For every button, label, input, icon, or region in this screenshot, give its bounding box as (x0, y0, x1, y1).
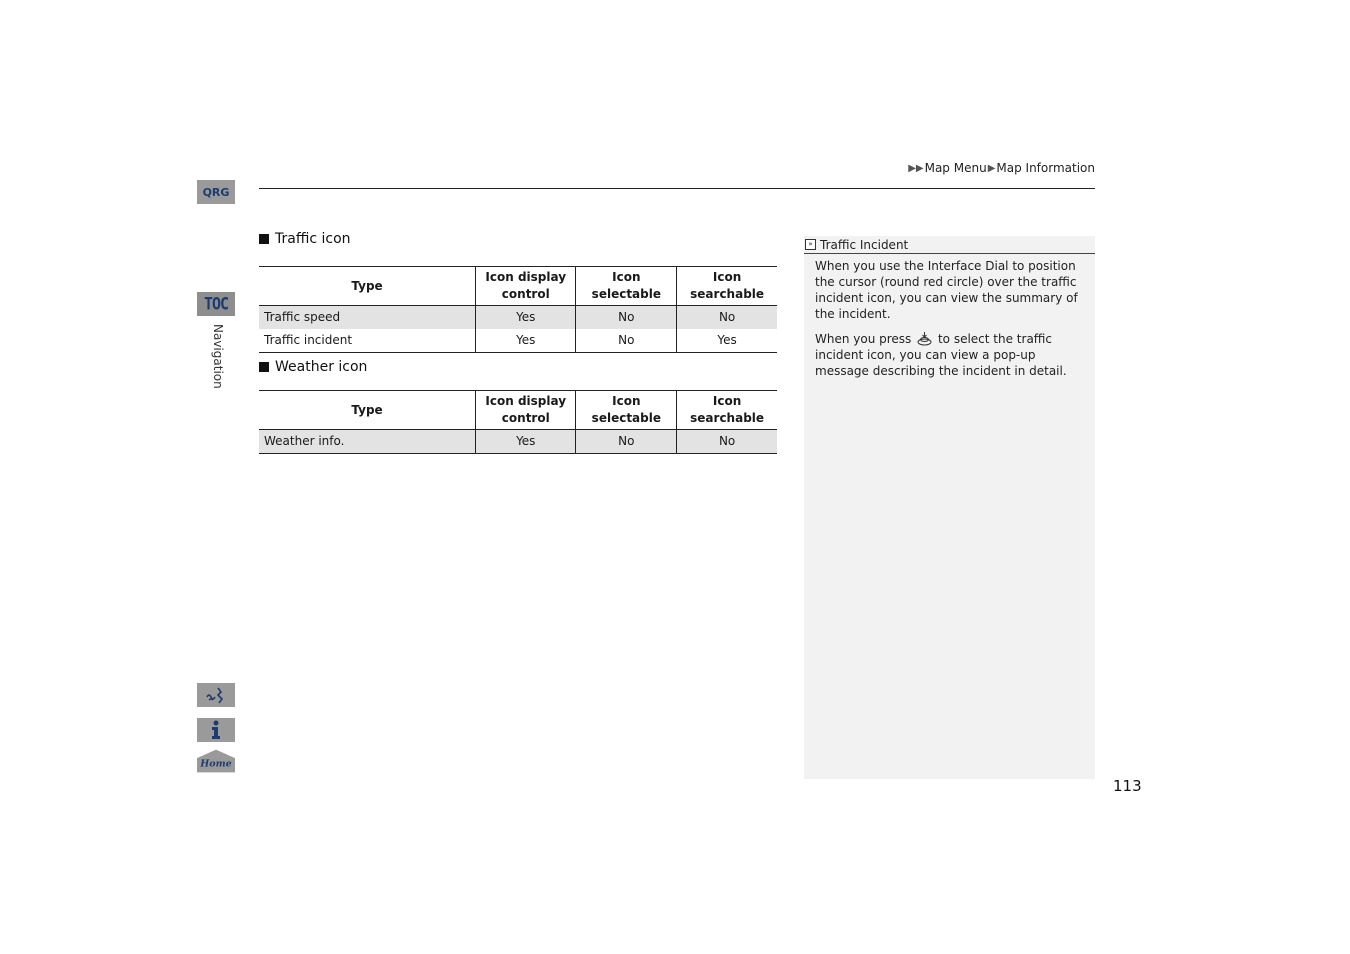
voice-command-tab[interactable] (197, 683, 235, 707)
weather-icon-heading (259, 359, 367, 375)
interface-dial-icon (917, 331, 932, 346)
col-icon-searchable: Icon searchable (677, 391, 777, 430)
col-icon-searchable: Icon searchable (677, 267, 777, 306)
cell-searchable: No (677, 306, 777, 330)
col-icon-display-control: Icon display control (476, 267, 576, 306)
traffic-heading-text: Traffic icon (275, 231, 351, 247)
toc-label: TOC (203, 294, 229, 314)
qrg-tab[interactable] (197, 180, 235, 204)
note-para2-before: When you press (815, 332, 912, 346)
home-tab[interactable] (197, 749, 235, 773)
breadcrumb-item-map-menu[interactable]: Map Menu (924, 161, 987, 175)
cell-type: Traffic incident (264, 333, 353, 347)
col-icon-selectable: Icon selectable (576, 267, 677, 306)
voice-command-icon (205, 686, 227, 704)
traffic-icon-heading (259, 231, 351, 247)
weather-icon-table (259, 390, 777, 454)
breadcrumb-arrow-icon: ▶▶ (908, 162, 924, 174)
col-icon-selectable: Icon selectable (576, 391, 677, 430)
cell-selectable: No (576, 430, 677, 454)
page-number: 113 (1113, 777, 1142, 795)
cell-type: Traffic speed (259, 306, 476, 330)
col-icon-display-control: Icon display control (476, 391, 576, 430)
note-paragraph-2 (815, 331, 1083, 379)
note-paragraph-1: When you use the Interface Dial to position the cursor (round red circle) over the traffic incident icon, you can view the summary of the incident. (815, 259, 1078, 321)
qrg-label: QRG (202, 185, 230, 199)
note-header (804, 236, 1095, 254)
toc-tab[interactable] (197, 292, 235, 316)
home-label: Home (200, 758, 232, 770)
col-type: Type (259, 267, 476, 306)
traffic-icon-table (259, 266, 777, 353)
note-title: Traffic Incident (820, 237, 909, 252)
cell-selectable: No (576, 329, 677, 353)
heading-square-icon (259, 234, 269, 244)
breadcrumb-arrow-icon: ▶ (987, 162, 996, 174)
col-type: Type (259, 391, 476, 430)
header-rule (259, 188, 1095, 189)
cell-searchable: No (677, 430, 777, 454)
cell-type: Weather info. (259, 430, 476, 454)
table-row (259, 306, 777, 330)
cell-display: Yes (476, 430, 576, 454)
section-label: Navigation (211, 324, 225, 389)
note-reference-icon: » (805, 239, 816, 250)
cell-searchable: Yes (677, 329, 777, 353)
breadcrumb (908, 161, 1095, 175)
cell-display: Yes (476, 306, 576, 330)
heading-square-icon (259, 362, 269, 372)
breadcrumb-item-map-information[interactable]: Map Information (996, 161, 1095, 175)
note-body (804, 254, 1095, 379)
note-para2-after: to select the traffic incident icon, you can view a pop-up message describing the incident in detail. (815, 332, 1067, 378)
info-icon (209, 720, 223, 740)
cell-display: Yes (476, 329, 576, 353)
table-row (259, 329, 777, 353)
table-row (259, 430, 777, 454)
home-icon (197, 749, 235, 773)
table-header-row (259, 391, 777, 430)
table-header-row (259, 267, 777, 306)
info-tab[interactable] (197, 718, 235, 742)
traffic-incident-note (804, 236, 1095, 779)
cell-selectable: No (576, 306, 677, 330)
weather-heading-text: Weather icon (275, 359, 368, 375)
